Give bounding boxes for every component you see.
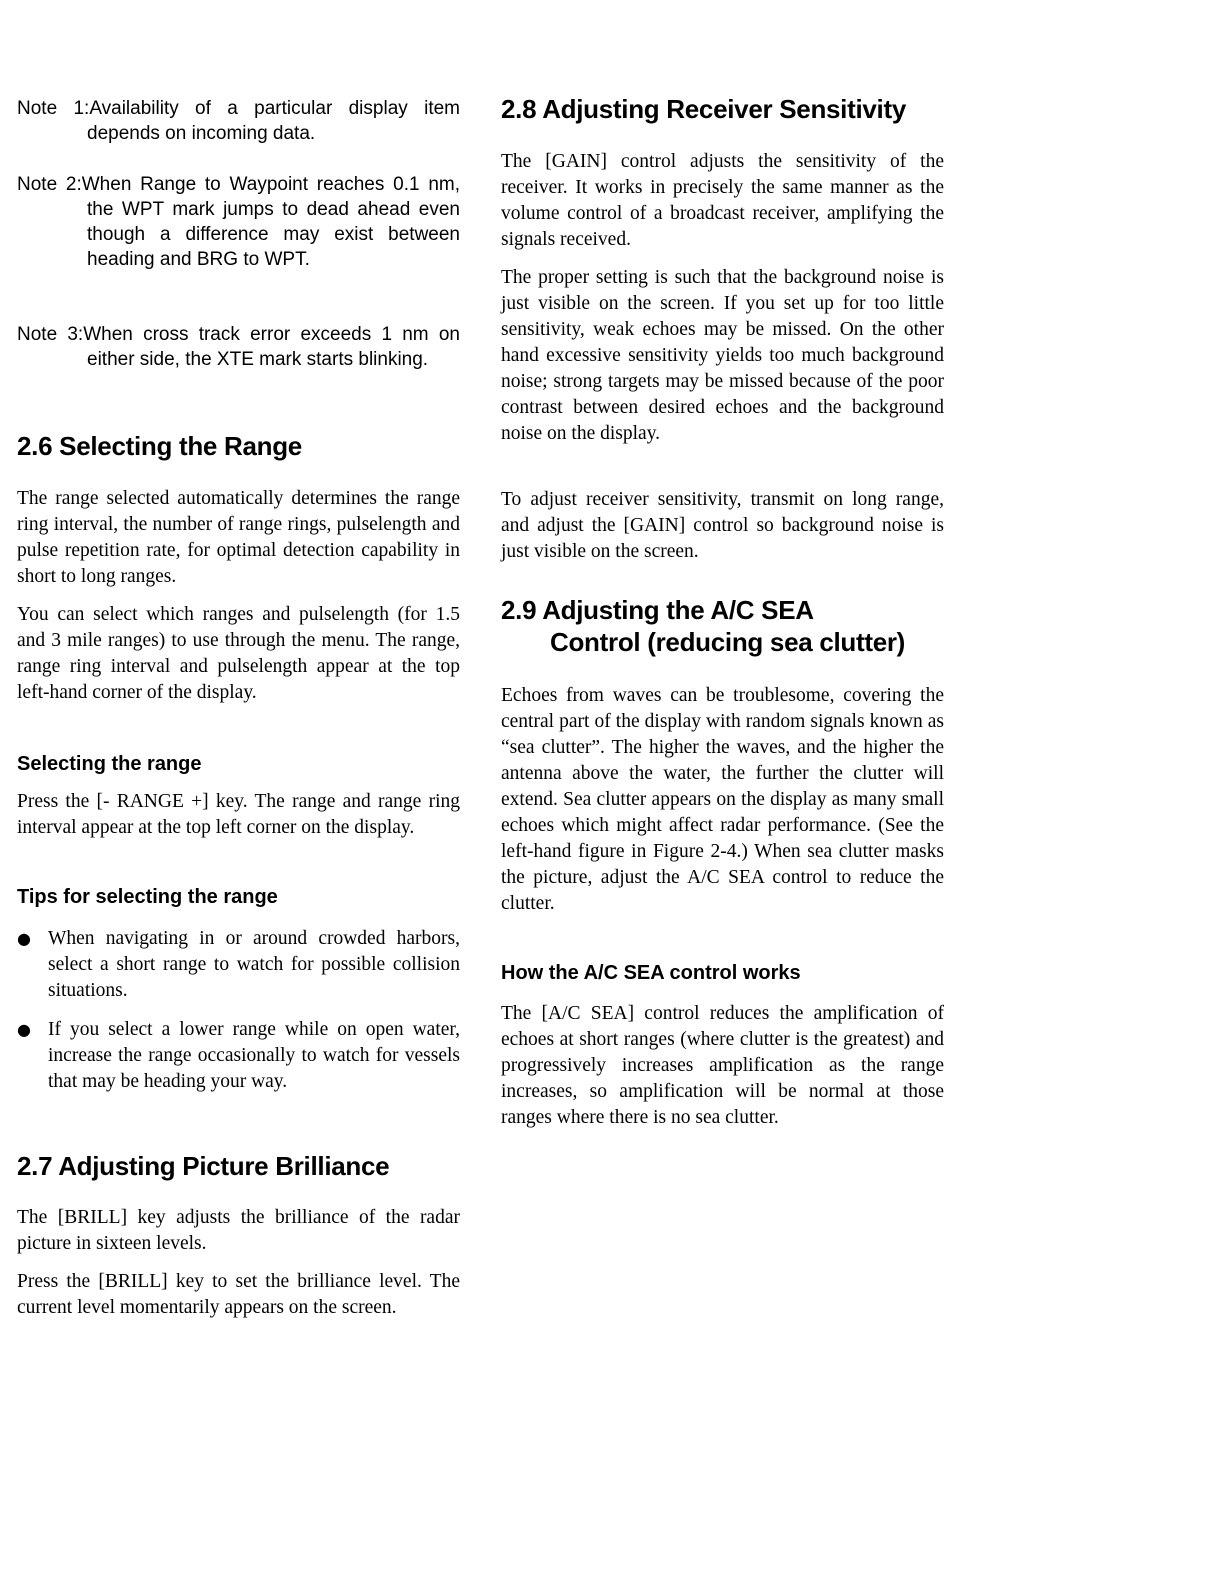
heading-tips-range: Tips for selecting the range [17,886,278,908]
heading-2-9-line2: Control (reducing sea clutter) [550,627,906,657]
paragraph-2-9-1: Echoes from waves can be troublesome, covering the central part of the display with random signals known as “sea clutter”. The higher the waves, and the higher the antenna above the water, the further the clutter will extend. Sea clutter appears on the display as many small echoes which might affect radar performance. (See the left-hand figure in Figure 2-4.) When sea clutter masks the picture, adjust the A/C SEA control to reduce the clutter. [501,685,944,914]
bullet-icon: ● [17,1020,31,1039]
bullet-icon: ● [17,929,31,948]
heading-2-8: 2.8 Adjusting Receiver Sensitivity [501,94,906,124]
note-1: Note 1:Availability of a particular display item depends on incoming data. [17,98,460,144]
paragraph-selecting-range: Press the [- RANGE +] key. The range and range ring interval appear at the top left corner on the display. [17,791,460,838]
list-item [17,1017,460,1095]
heading-2-9 [501,594,905,658]
list-item [17,926,460,1004]
paragraph-2-8-2: The proper setting is such that the background noise is just visible on the screen. If you set up for too little sensitivity, weak echoes may be missed. On the other hand excessive sensitivity yields too much background noise; strong targets may be missed because of the poor contrast between desired echoes and the background noise on the display. [501,267,944,444]
paragraph-2-6-1: The range selected automatically determines the range ring interval, the number of range rings, pulselength and pulse repetition rate, for optimal detection capability in short to long ranges. [17,488,460,587]
paragraph-2-6-2: You can select which ranges and pulselength (for 1.5 and 3 mile ranges) to use through the menu. The range, range ring interval and pulselength appear at the top left-hand corner of the display. [17,604,460,703]
note-2: Note 2:When Range to Waypoint reaches 0.1 nm, the WPT mark jumps to dead ahead even though a difference may exist between heading and BRG to WPT. [17,174,460,270]
heading-how-ac-sea: How the A/C SEA control works [501,962,801,984]
heading-selecting-range: Selecting the range [17,753,202,775]
heading-2-7: 2.7 Adjusting Picture Brilliance [17,1151,390,1181]
heading-2-6: 2.6 Selecting the Range [17,431,302,461]
paragraph-2-7-2: Press the [BRILL] key to set the brilliance level. The current level momentarily appears on the screen. [17,1271,460,1318]
note-3: Note 3:When cross track error exceeds 1 nm on either side, the XTE mark starts blinking. [17,324,460,370]
heading-2-9-line1: 2.9 Adjusting the A/C SEA [501,595,814,625]
paragraph-2-7-1: The [BRILL] key adjusts the brilliance of the radar picture in sixteen levels. [17,1207,460,1254]
bullet-text: If you select a lower range while on open water, increase the range occasionally to watch for vessels that may be heading your way. [48,1019,460,1092]
paragraph-2-8-1: The [GAIN] control adjusts the sensitivity of the receiver. It works in precisely the same manner as the volume control of a broadcast receiver, amplifying the signals received. [501,151,944,250]
paragraph-2-8-3: To adjust receiver sensitivity, transmit on long range, and adjust the [GAIN] control so background noise is just visible on the screen. [501,489,944,562]
paragraph-how-ac-sea: The [A/C SEA] control reduces the amplification of echoes at short ranges (where clutter is the greatest) and progressively increases amplification as the range increases, so amplification will be normal at those ranges where there is no sea clutter. [501,1003,944,1128]
bullet-text: When navigating in or around crowded harbors, select a short range to watch for possible collision situations. [48,928,460,1001]
